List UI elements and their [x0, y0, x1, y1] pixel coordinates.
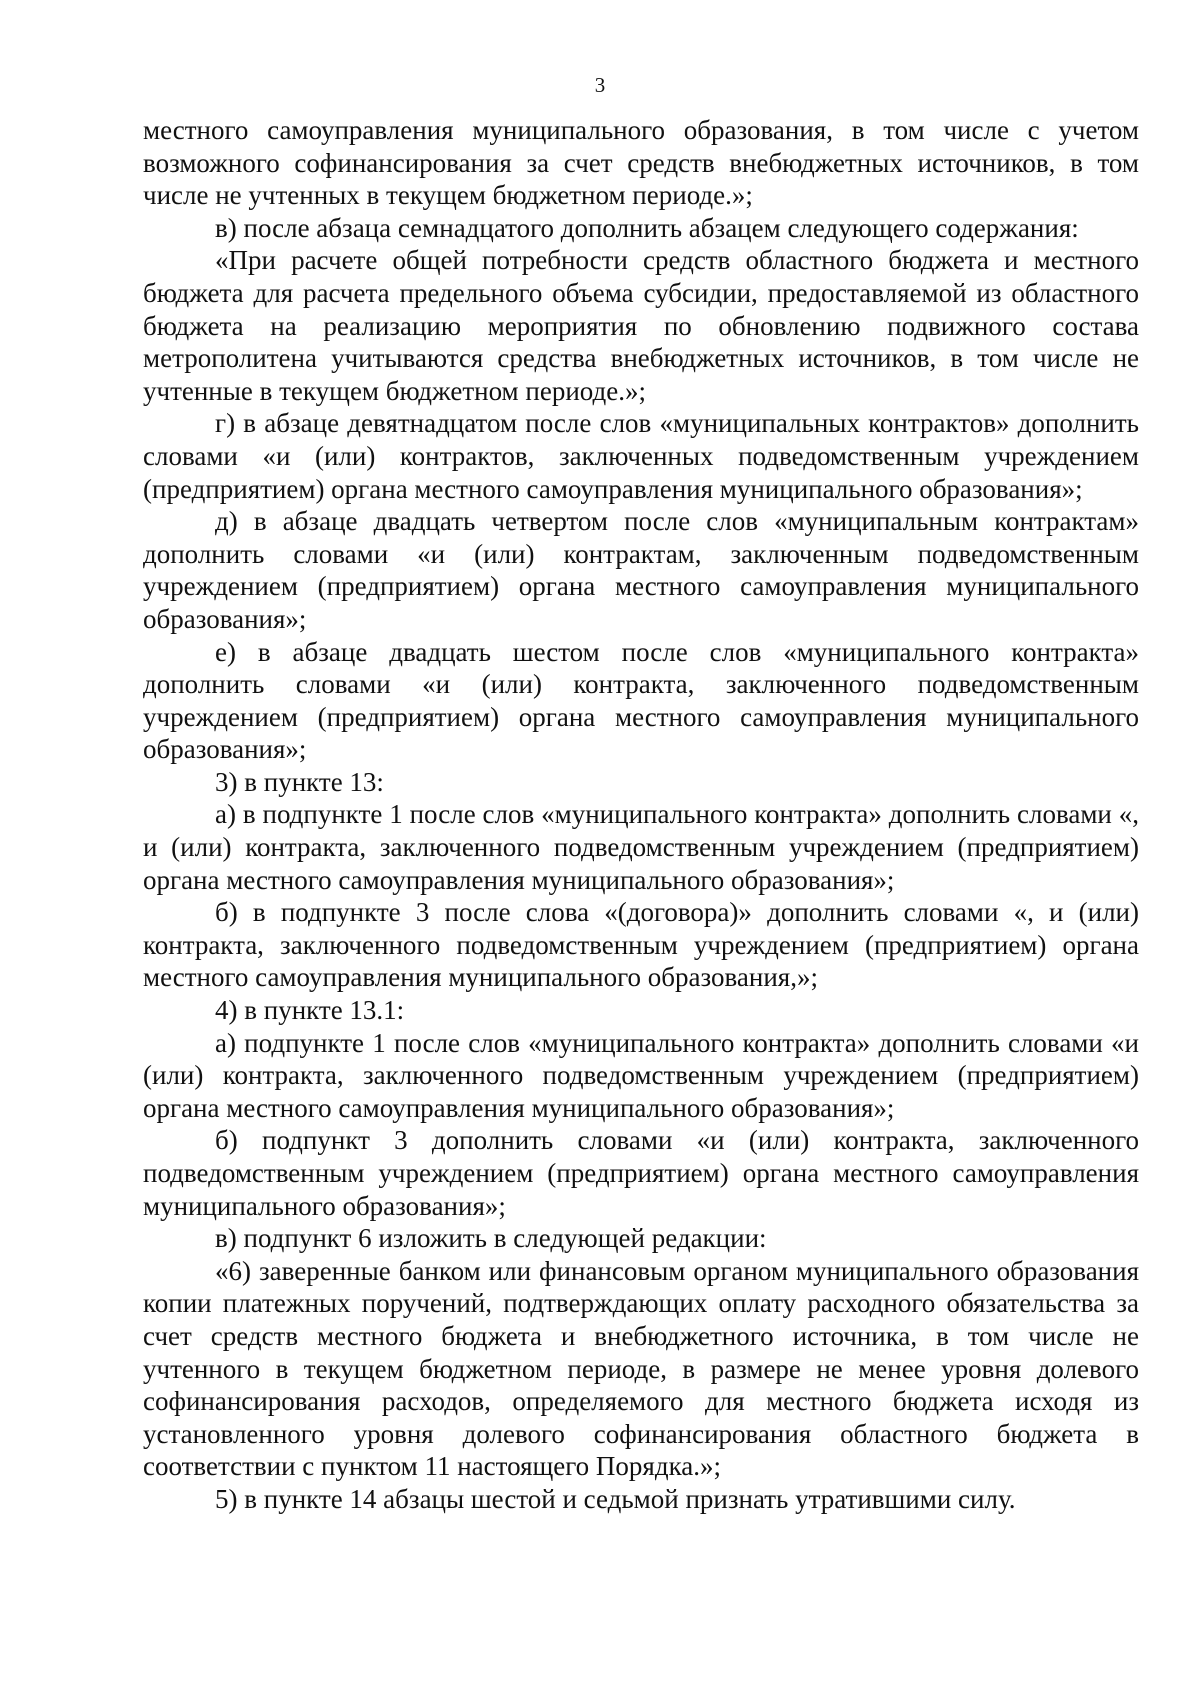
paragraph: местного самоуправления муниципального образования, в том числе с учетом возможного софинансирования за счет средств внебюджетных источников, в том числе не учтенных в текущем бюджетном периоде.»;: [143, 115, 1139, 211]
document-body: [143, 114, 1139, 1516]
paragraph: в) подпункт 6 изложить в следующей редакции:: [215, 1223, 767, 1254]
paragraph: е) в абзаце двадцать шестом после слов «муниципального контракта» дополнить словами «и (или) контракта, заключенного подведомственным учреждением (предприятием) органа местного самоуправления муниципального образования»;: [143, 636, 1139, 765]
paragraph: 5) в пункте 14 абзацы шестой и седьмой признать утратившими силу.: [215, 1483, 1016, 1514]
paragraph: а) подпункте 1 после слов «муниципального контракта» дополнить словами «и (или) контракта, заключенного подведомственным учреждением (предприятием) органа местного самоуправления муниципального образования»;: [143, 1027, 1139, 1123]
paragraph: 4) в пункте 13.1:: [215, 995, 405, 1026]
paragraph: «6) заверенные банком или финансовым органом муниципального образования копии платежных поручений, подтверждающих оплату расходного обязательства за счет средств местного бюджета и внебюджетного источника, в том числе не учтенного в текущем бюджетном периоде, в размере не менее уровня долевого софинансирования расходов, определяемого для местного бюджета исходя из установленного уровня долевого софинансирования областного бюджета в соответствии с пунктом 11 настоящего Порядка.»;: [143, 1255, 1139, 1482]
paragraph: д) в абзаце двадцать четвертом после слов «муниципальным контрактам» дополнить словами «и (или) контрактам, заключенным подведомственным учреждением (предприятием) органа местного самоуправления муниципального образования»;: [143, 506, 1139, 634]
paragraph: б) в подпункте 3 после слова «(договора)» дополнить словами «, и (или) контракта, заключенного подведомственным учреждением (предприятием) органа местного самоуправления муниципального образования,»;: [143, 897, 1139, 993]
paragraph: б) подпункт 3 дополнить словами «и (или) контракта, заключенного подведомственным учреждением (предприятием) органа местного самоуправления муниципального образования»;: [143, 1125, 1139, 1221]
paragraph: г) в абзаце девятнадцатом после слов «муниципальных контрактов» дополнить словами «и (или) контрактов, заключенных подведомственным учреждением (предприятием) органа местного самоуправления муниципального образования»;: [143, 408, 1139, 504]
paragraph: а) в подпункте 1 после слов «муниципального контракта» дополнить словами «, и (или) контракта, заключенного подведомственным учреждением (предприятием) органа местного самоуправления муниципального образования»;: [143, 799, 1139, 895]
paragraph: 3) в пункте 13:: [215, 766, 384, 797]
paragraph: в) после абзаца семнадцатого дополнить абзацем следующего содержания:: [215, 212, 1079, 243]
paragraph: «При расчете общей потребности средств областного бюджета и местного бюджета для расчета предельного объема субсидии, предоставляемой из областного бюджета на реализацию мероприятия по обновлению подвижного состава метрополитена учитываются средства внебюджетных источников, в том числе не учтенные в текущем бюджетном периоде.»;: [143, 245, 1139, 406]
page-number: 3: [594, 73, 606, 97]
